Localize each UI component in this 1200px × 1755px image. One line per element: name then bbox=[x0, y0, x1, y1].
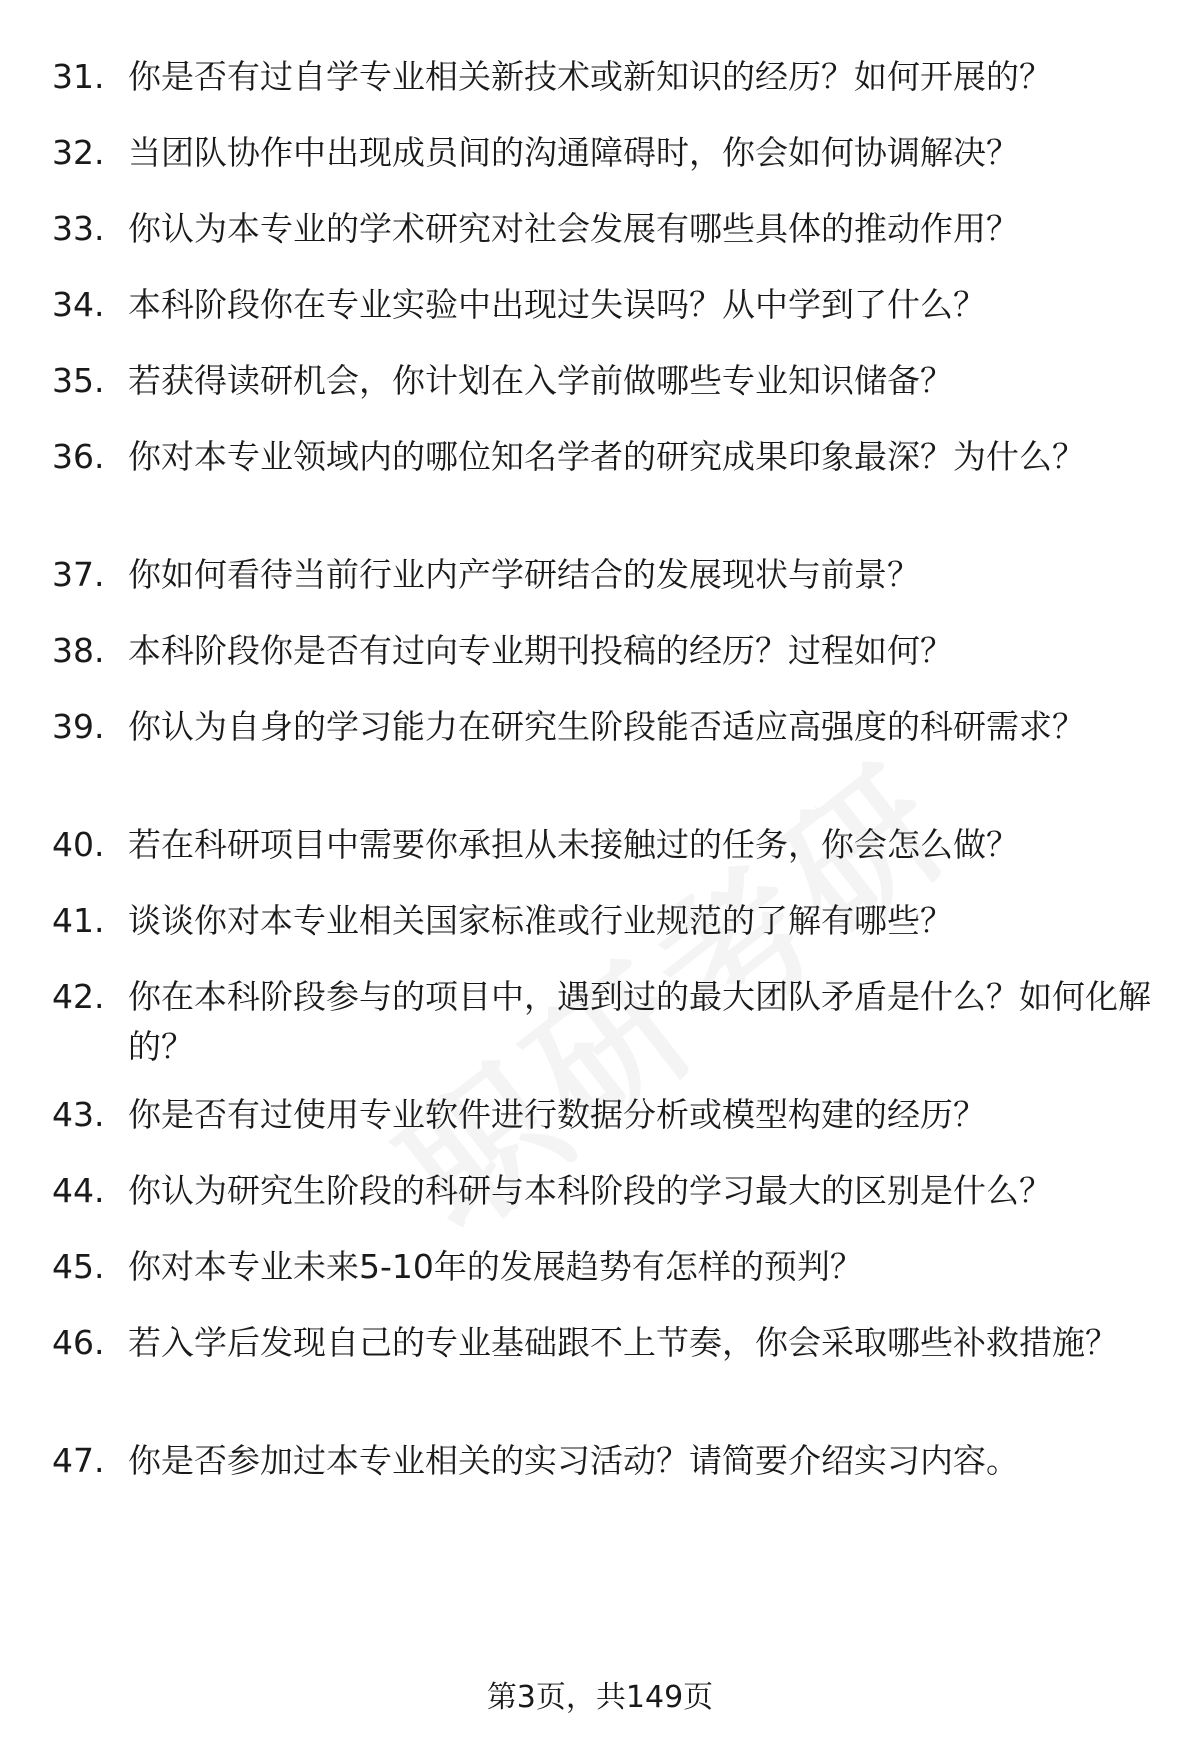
question-number: 34. bbox=[52, 285, 105, 324]
question-text: 你是否有过使用专业软件进行数据分析或模型构建的经历？ bbox=[128, 1095, 986, 1134]
question-number: 39. bbox=[52, 707, 105, 746]
question-text: 你在本科阶段参与的项目中，遇到过的最大团队矛盾是什么？如何化解的？ bbox=[128, 977, 1151, 1066]
question-number: 42. bbox=[52, 977, 105, 1016]
question-text: 本科阶段你是否有过向专业期刊投稿的经历？过程如何？ bbox=[128, 631, 953, 670]
question-text: 谈谈你对本专业相关国家标准或行业规范的了解有哪些？ bbox=[128, 901, 953, 940]
question-number: 47. bbox=[52, 1441, 105, 1480]
question-text: 你认为自身的学习能力在研究生阶段能否适应高强度的科研需求？ bbox=[128, 707, 1085, 746]
question-number: 33. bbox=[52, 209, 105, 248]
question-number: 40. bbox=[52, 825, 105, 864]
question-text: 若获得读研机会，你计划在入学前做哪些专业知识储备？ bbox=[128, 361, 953, 400]
question-text: 若在科研项目中需要你承担从未接触过的任务，你会怎么做？ bbox=[128, 825, 1019, 864]
question-number: 37. bbox=[52, 555, 105, 594]
question-number: 36. bbox=[52, 437, 105, 476]
question-number: 44. bbox=[52, 1171, 105, 1210]
question-text: 当团队协作中出现成员间的沟通障碍时，你会如何协调解决？ bbox=[128, 133, 1019, 172]
question-number: 43. bbox=[52, 1095, 105, 1134]
question-text: 本科阶段你在专业实验中出现过失误吗？从中学到了什么？ bbox=[128, 285, 986, 324]
question-text: 你对本专业未来5-10年的发展趋势有怎样的预判？ bbox=[128, 1247, 863, 1286]
question-text: 你认为本专业的学术研究对社会发展有哪些具体的推动作用？ bbox=[128, 209, 1019, 248]
page-footer: 第3页，共149页 bbox=[486, 1680, 714, 1715]
question-number: 32. bbox=[52, 133, 105, 172]
question-number: 35. bbox=[52, 361, 105, 400]
question-number: 46. bbox=[52, 1323, 105, 1362]
question-number: 41. bbox=[52, 901, 105, 940]
question-number: 45. bbox=[52, 1247, 105, 1286]
question-text: 你是否参加过本专业相关的实习活动？请简要介绍实习内容。 bbox=[128, 1441, 1019, 1480]
question-text: 若入学后发现自己的专业基础跟不上节奏，你会采取哪些补救措施？ bbox=[128, 1323, 1118, 1362]
question-text: 你对本专业领域内的哪位知名学者的研究成果印象最深？为什么？ bbox=[128, 437, 1085, 476]
question-text: 你是否有过自学专业相关新技术或新知识的经历？如何开展的？ bbox=[128, 57, 1052, 96]
question-text: 你如何看待当前行业内产学研结合的发展现状与前景？ bbox=[128, 555, 920, 594]
question-number: 38. bbox=[52, 631, 105, 670]
question-number: 31. bbox=[52, 57, 105, 96]
question-text: 你认为研究生阶段的科研与本科阶段的学习最大的区别是什么？ bbox=[128, 1171, 1052, 1210]
